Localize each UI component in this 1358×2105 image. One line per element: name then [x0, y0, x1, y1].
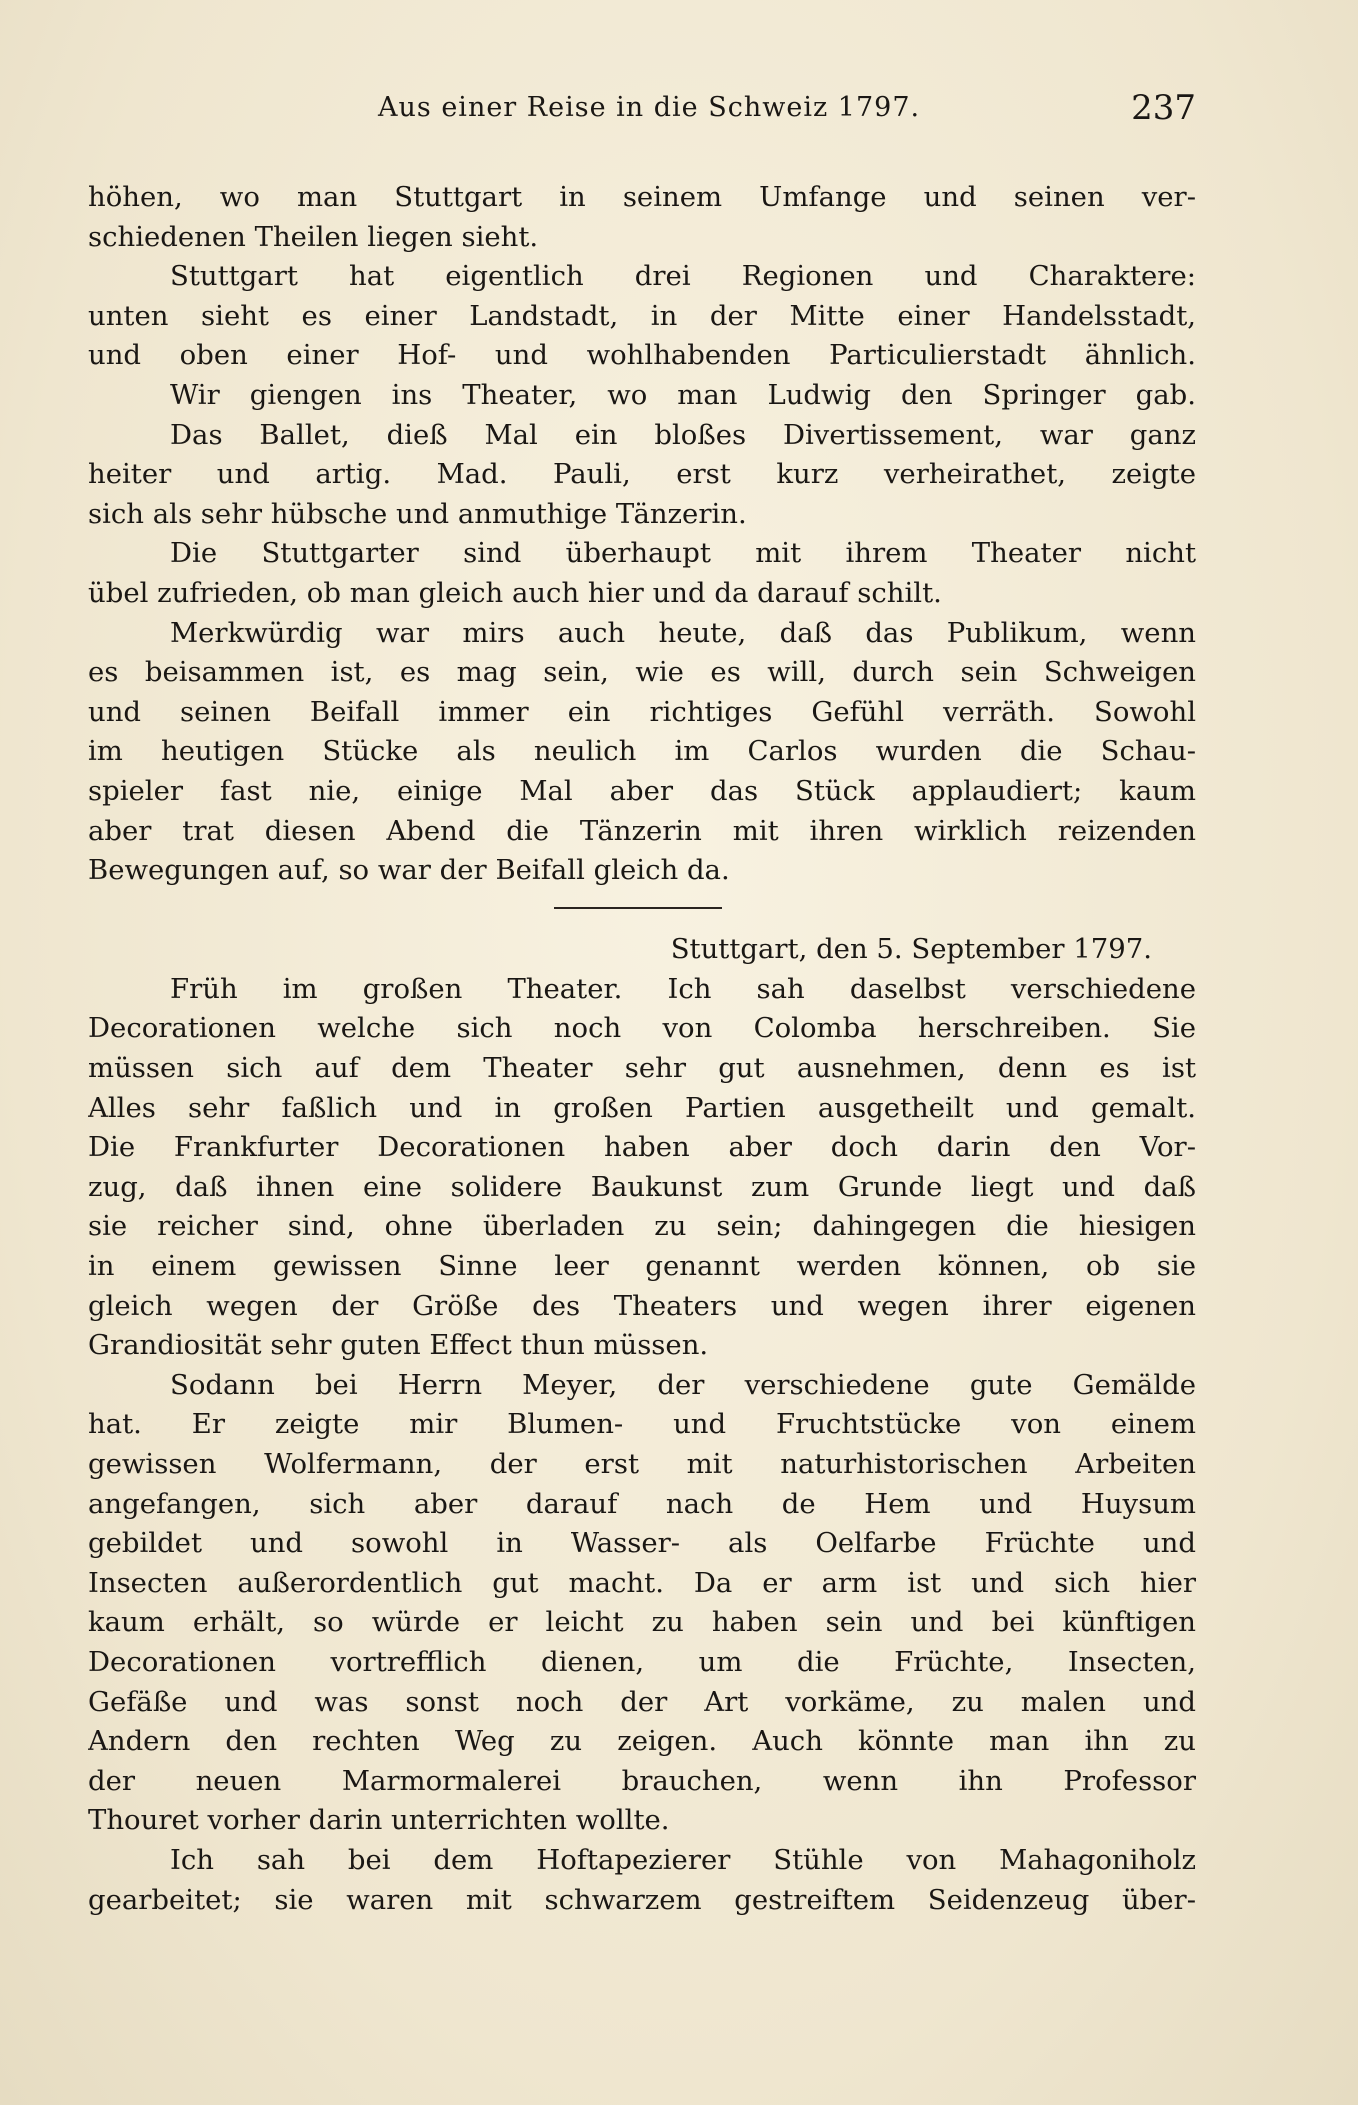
text-line: der neuen Marmormalerei brauchen, wenn ihn Professor	[88, 1764, 1196, 1797]
text-line: Die Stuttgarter sind überhaupt mit ihrem Theater nicht	[170, 537, 1196, 570]
text-line: angefangen, sich aber darauf nach de Hem und Huysum	[88, 1487, 1196, 1520]
text-line: aber trat diesen Abend die Tänzerin mit ihren wirklich reizenden	[88, 814, 1196, 847]
body-text	[88, 178, 1196, 1920]
text-line: Gefäße und was sonst noch der Art vorkäme, zu malen und	[88, 1685, 1196, 1718]
text-line: Merkwürdig war mirs auch heute, daß das Publikum, wenn	[170, 616, 1196, 649]
text-line: Grandiosität sehr guten Effect thun müssen.	[88, 1329, 709, 1362]
text-line: höhen, wo man Stuttgart in seinem Umfange und seinen ver-	[88, 181, 1196, 213]
text-line: heiter und artig. Mad. Pauli, erst kurz verheirathet, zeigte	[88, 458, 1196, 491]
text-line: Früh im großen Theater. Ich sah daselbst verschiedene	[170, 972, 1196, 1005]
text-line: im heutigen Stücke als neulich im Carlos wurden die Schau-	[88, 735, 1196, 768]
text-line: Thouret vorher darin unterrichten wollte.	[88, 1804, 670, 1837]
text-line: sie reicher sind, ohne überladen zu sein; dahingegen die hiesigen	[88, 1210, 1196, 1243]
text-line: gleich wegen der Größe des Theaters und wegen ihrer eigenen	[88, 1289, 1196, 1322]
text-line: und seinen Beifall immer ein richtiges Gefühl verräth. Sowohl	[88, 695, 1196, 728]
text-line: Sodann bei Herrn Meyer, der verschiedene gute Gemälde	[170, 1368, 1196, 1401]
page-header	[88, 88, 1196, 132]
text-line: und oben einer Hof- und wohlhabenden Particulierstadt ähnlich.	[88, 339, 1196, 372]
text-line: zug, daß ihnen eine solidere Baukunst zum Grunde liegt und daß	[88, 1170, 1196, 1203]
text-line: müssen sich auf dem Theater sehr gut ausnehmen, denn es ist	[88, 1052, 1196, 1085]
text-line: unten sieht es einer Landstadt, in der Mitte einer Handelsstadt,	[88, 299, 1196, 332]
text-line: kaum erhält, so würde er leicht zu haben sein und bei künftigen	[88, 1606, 1196, 1639]
text-line: sich als sehr hübsche und anmuthige Tänzerin.	[88, 497, 747, 530]
text-line: Stuttgart hat eigentlich drei Regionen und Charaktere:	[170, 260, 1196, 293]
text-line: spieler fast nie, einige Mal aber das Stück applaudiert; kaum	[88, 774, 1196, 807]
running-title: Aus einer Reise in die Schweiz 1797.	[378, 92, 921, 123]
page-number: 237	[1131, 88, 1196, 128]
text-line: es beisammen ist, es mag sein, wie es will, durch sein Schweigen	[88, 656, 1196, 689]
text-line: Alles sehr faßlich und in großen Partien ausgetheilt und gemalt.	[88, 1091, 1196, 1124]
text-line: Andern den rechten Weg zu zeigen. Auch könnte man ihn zu	[88, 1725, 1196, 1758]
text-line: Decorationen vortrefflich dienen, um die Früchte, Insecten,	[88, 1645, 1196, 1678]
text-line: gebildet und sowohl in Wasser- als Oelfarbe Früchte und	[88, 1527, 1196, 1560]
text-line: in einem gewissen Sinne leer genannt werden können, ob sie	[88, 1250, 1196, 1283]
section-divider	[554, 907, 722, 909]
dateline: Stuttgart, den 5. September 1797.	[670, 933, 1152, 966]
text-line: Ich sah bei dem Hoftapezierer Stühle von Mahagoniholz	[170, 1843, 1196, 1876]
text-line: Wir giengen ins Theater, wo man Ludwig den Springer gab.	[170, 378, 1196, 411]
text-line: Die Frankfurter Decorationen haben aber doch darin den Vor-	[88, 1131, 1196, 1164]
text-line: gewissen Wolfermann, der erst mit naturhistorischen Arbeiten	[88, 1448, 1196, 1480]
text-line: hat. Er zeigte mir Blumen- und Fruchtstücke von einem	[88, 1408, 1196, 1441]
text-line: schiedenen Theilen liegen sieht.	[88, 220, 539, 253]
section-divider-row	[88, 891, 1196, 931]
text-line: gearbeitet; sie waren mit schwarzem gestreiftem Seidenzeug über-	[88, 1883, 1196, 1916]
text-line: übel zufrieden, ob man gleich auch hier und da darauf schilt.	[88, 576, 942, 609]
text-line: Bewegungen auf, so war der Beifall gleich da.	[88, 854, 730, 887]
text-line: Das Ballet, dieß Mal ein bloßes Divertissement, war ganz	[170, 418, 1196, 451]
text-line: Decorationen welche sich noch von Colomba herschreiben. Sie	[88, 1012, 1196, 1045]
text-line: Insecten außerordentlich gut macht. Da er arm ist und sich hier	[88, 1566, 1196, 1599]
